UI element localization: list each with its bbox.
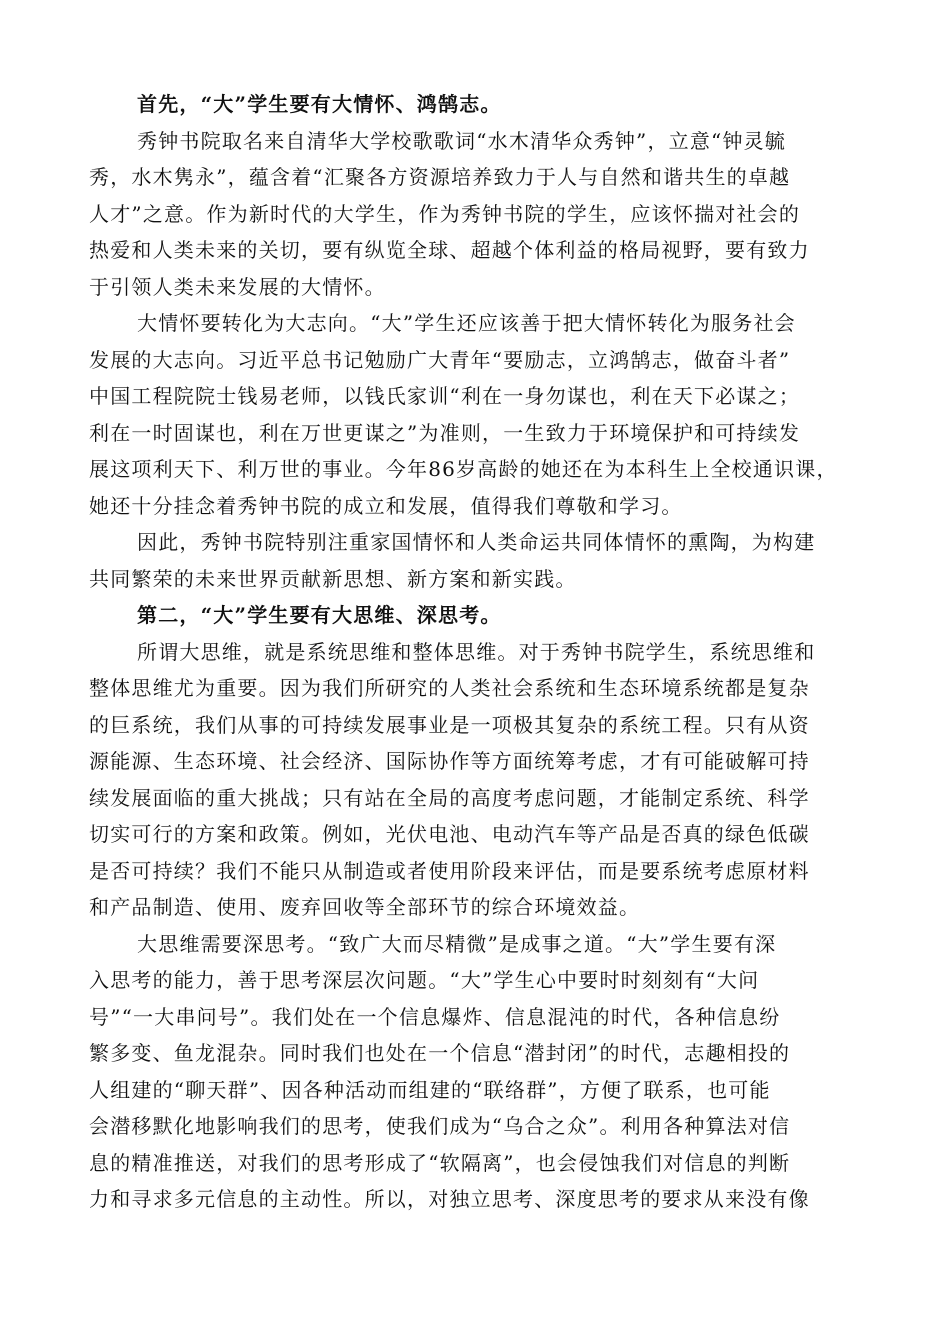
paragraph-line: 秀，水木隽永”，蕴含着“汇聚各方资源培养致力于人与自然和谐共生的卓越: [89, 165, 791, 189]
paragraph-line: 发展的大志向。习近平总书记勉励广大青年“要励志，立鸿鹄志，做奋斗者”: [89, 347, 791, 372]
paragraph-line: 是否可持续？我们不能只从制造或者使用阶段来评估，而是要系统考虑原材料: [89, 858, 810, 883]
section-heading-2: 第二，“大”学生要有大思维、深思考。: [137, 603, 502, 627]
paragraph-line: 因此，秀钟书院特别注重家国情怀和人类命运共同体情怀的熏陶，为构建: [137, 530, 816, 554]
paragraph-line: 整体思维尤为重要。因为我们所研究的人类社会系统和生态环境系统都是复杂: [89, 676, 810, 700]
paragraph-line: 繁多变、鱼龙混杂。同时我们也处在一个信息“潜封闭”的时代，志趣相投的: [89, 1041, 791, 1065]
paragraph-line: 切实可行的方案和政策。例如，光伏电池、电动汽车等产品是否真的绿色低碳: [89, 822, 810, 846]
paragraph-line: 大情怀要转化为大志向。“大”学生还应该善于把大情怀转化为服务社会: [137, 311, 796, 335]
paragraph-line: 利在一时固谋也，利在万世更谋之”为准则，一生致力于环境保护和可持续发: [89, 420, 801, 445]
paragraph-line: 的巨系统，我们从事的可持续发展事业是一项极其复杂的系统工程。只有从资: [89, 712, 810, 737]
paragraph-line: 大思维需要深思考。“致广大而尽精微”是成事之道。“大”学生要有深: [137, 931, 777, 956]
paragraph-line: 和产品制造、使用、废弃回收等全部环节的综合环境效益。: [89, 895, 641, 919]
paragraph-line: 会潜移默化地影响我们的思考，使我们成为“乌合之众”。利用各种算法对信: [89, 1114, 791, 1138]
paragraph-line: 人才”之意。作为新时代的大学生，作为秀钟书院的学生，应该怀揣对社会的: [89, 201, 801, 226]
paragraph-line: 入思考的能力，善于思考深层次问题。“大”学生心中要时时刻刻有“大问: [89, 968, 760, 992]
paragraph-line: 力和寻求多元信息的主动性。所以，对独立思考、深度思考的要求从来没有像: [89, 1187, 810, 1211]
paragraph-line: 续发展面临的重大挑战；只有站在全局的高度考虑问题，才能制定系统、科学: [89, 785, 810, 810]
paragraph-line: 源能源、生态环境、社会经济、国际协作等方面统筹考虑，才有可能破解可持: [89, 749, 810, 773]
document-body: [89, 86, 863, 1218]
paragraph-line: 展这项利天下、利万世的事业。今年86岁高龄的她还在为本科生上全校通识课，: [89, 457, 838, 481]
paragraph-line: 息的精准推送，对我们的思考形成了“软隔离”，也会侵蚀我们对信息的判断: [89, 1150, 791, 1175]
paragraph-line: 她还十分挂念着秀钟书院的成立和发展，值得我们尊敬和学习。: [89, 493, 683, 518]
paragraph-line: 热爱和人类未来的关切，要有纵览全球、超越个体利益的格局视野，要有致力: [89, 238, 810, 262]
paragraph-line: 号”“一大串问号”。我们处在一个信息爆炸、信息混沌的时代，各种信息纷: [89, 1004, 781, 1029]
paragraph-line: 秀钟书院取名来自清华大学校歌歌词“水木清华众秀钟”，立意“钟灵毓: [137, 128, 787, 153]
paragraph-line: 所谓大思维，就是系统思维和整体思维。对于秀钟书院学生，系统思维和: [137, 639, 816, 664]
paragraph-line: 共同繁荣的未来世界贡献新思想、新方案和新实践。: [89, 566, 577, 591]
section-heading-1: 首先，“大”学生要有大情怀、鸿鹄志。: [137, 92, 502, 116]
paragraph-line: 中国工程院院士钱易老师，以钱氏家训“利在一身勿谋也，利在天下必谋之；: [89, 384, 801, 408]
paragraph-line: 人组建的“聊天群”、因各种活动而组建的“联络群”，方便了联系，也可能: [89, 1077, 771, 1102]
paragraph-line: 于引领人类未来发展的大情怀。: [89, 274, 386, 299]
